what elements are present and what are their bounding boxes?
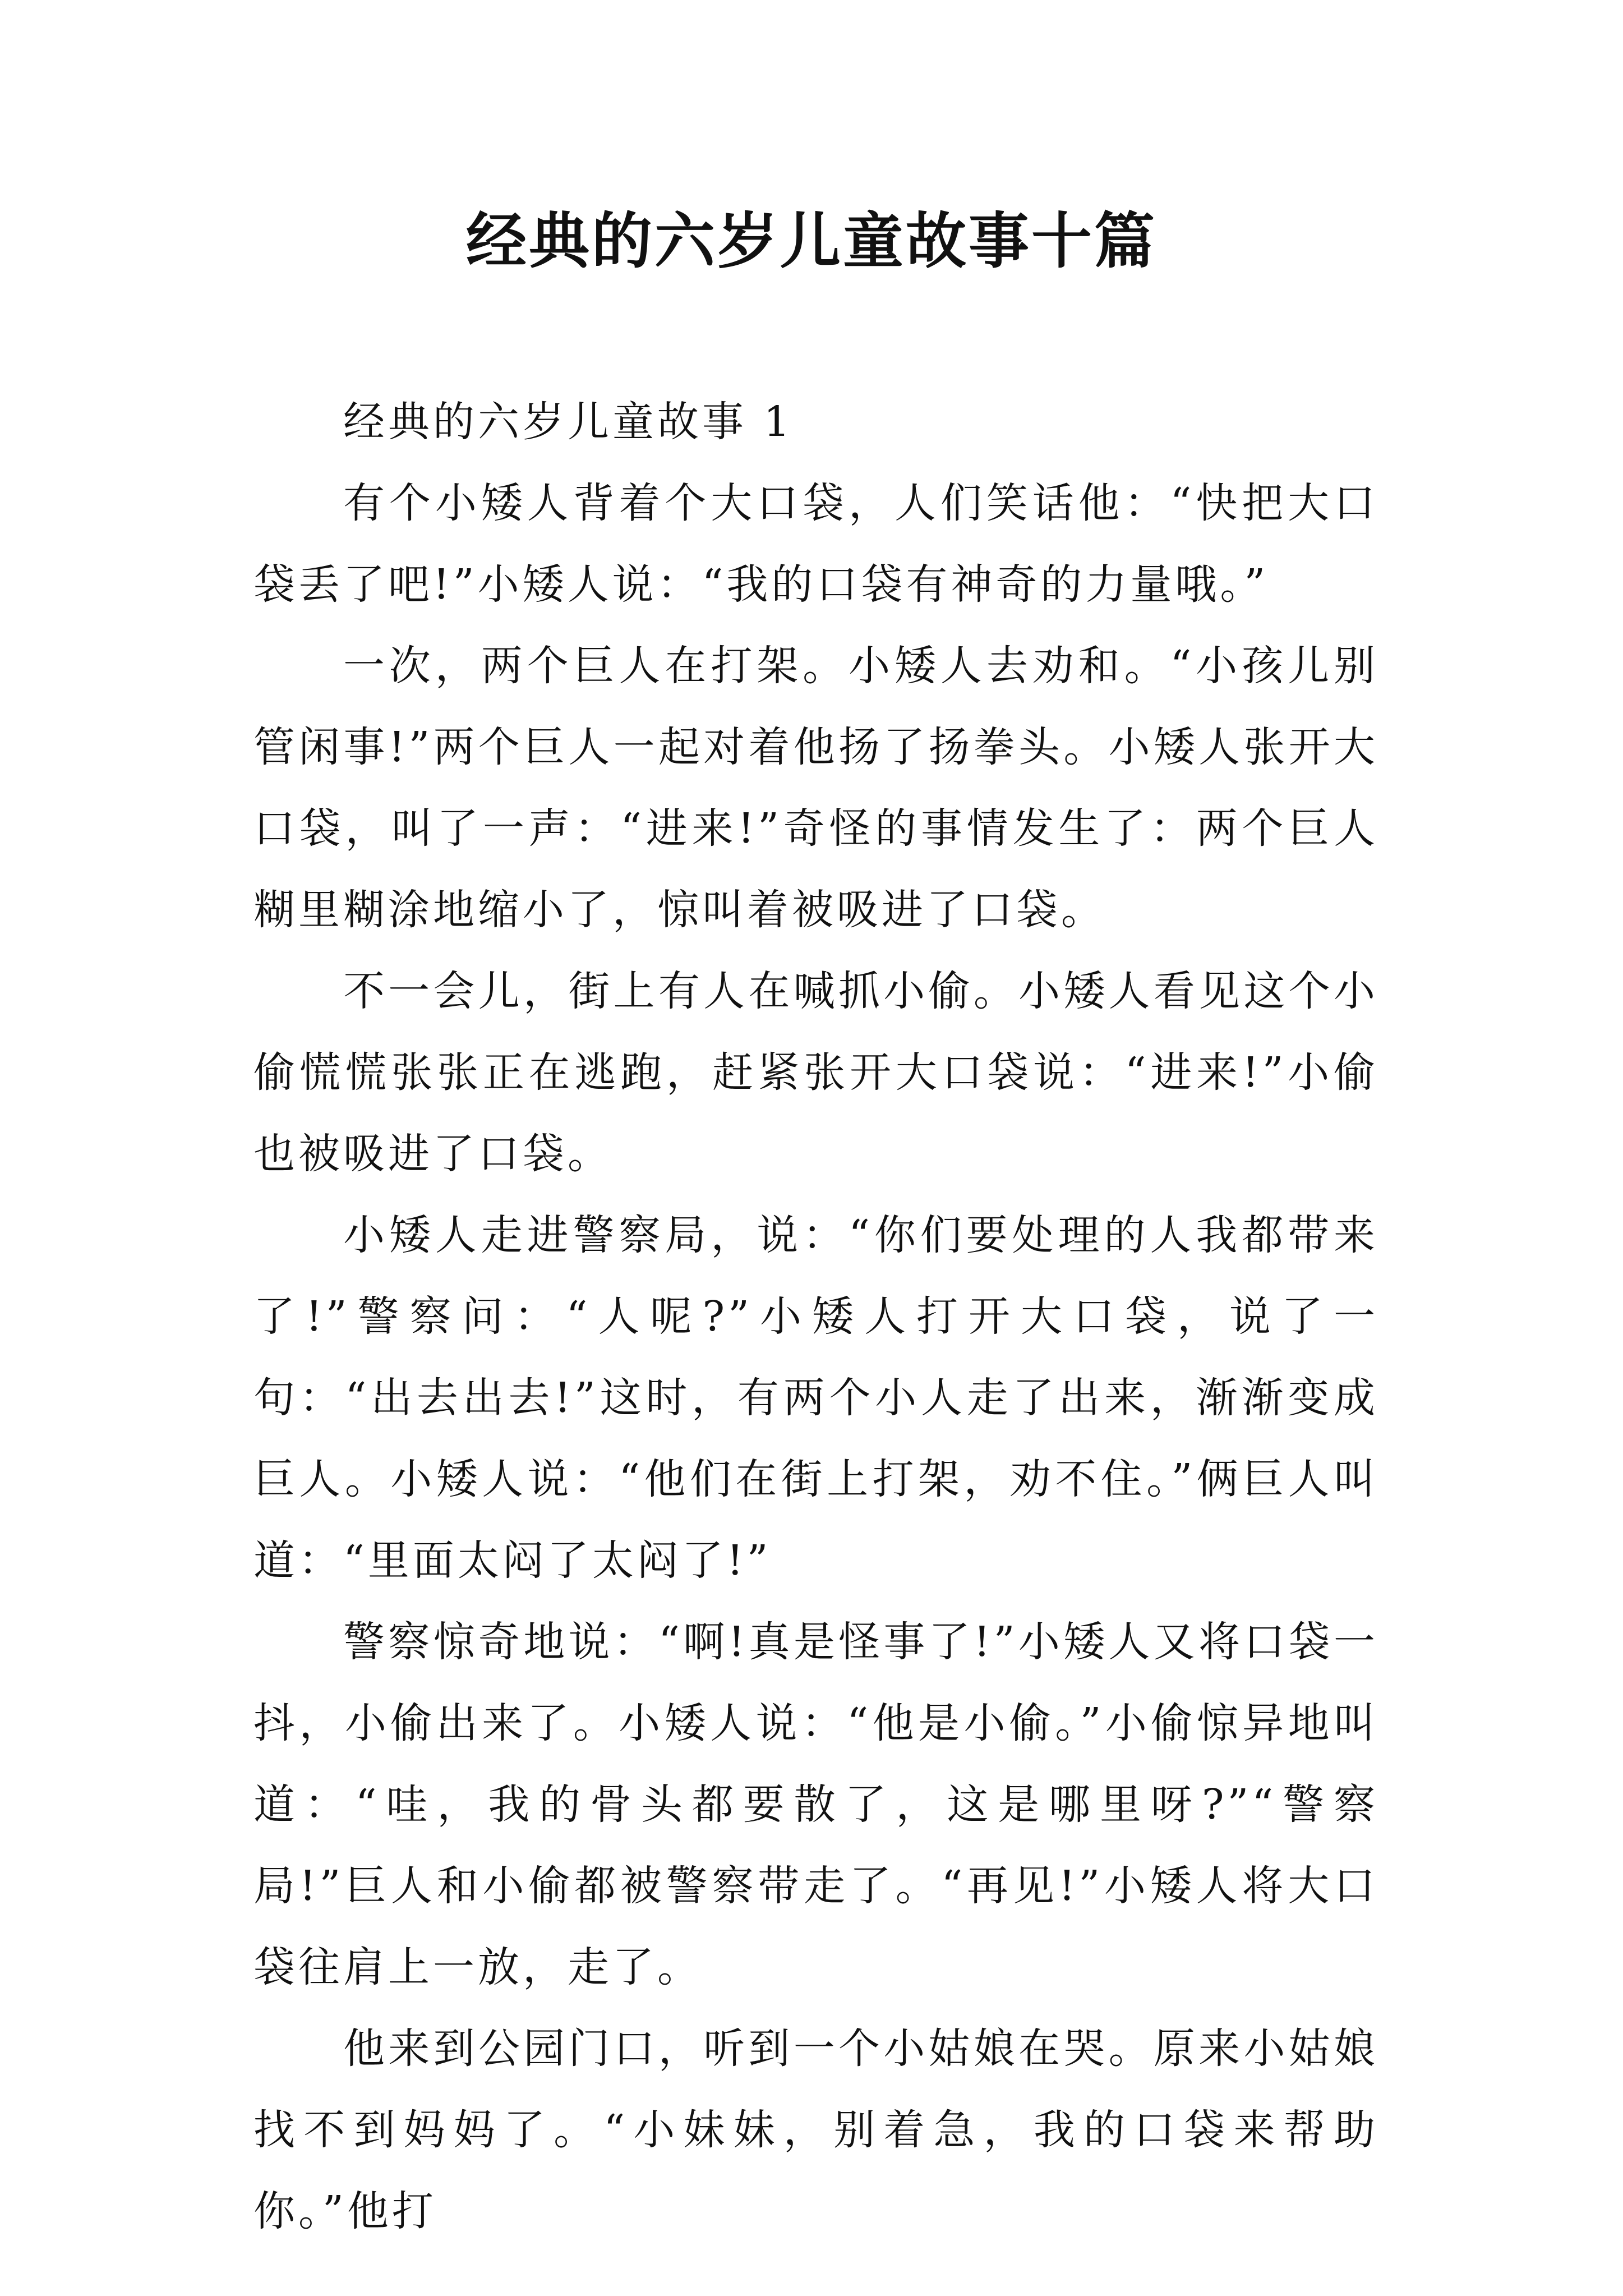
story-heading: 经典的六岁儿童故事 1	[343, 398, 794, 446]
paragraph: 他来到公园门口，听到一个小姑娘在哭。原来小姑娘找不到妈妈了。“小妹妹，别着急，我的口袋来帮助你。”他打	[253, 2024, 1378, 2235]
paragraph: 不一会儿，街上有人在喊抓小偷。小矮人看见这个小偷慌慌张张正在逃跑，赶紧张开大口袋说：“进来!”小偷也被吸进了口袋。	[253, 967, 1378, 1178]
document-body	[253, 381, 1378, 2252]
paragraph: 小矮人走进警察局，说：“你们要处理的人我都带来了!”警察问：“人呢?”小矮人打开大口袋，说了一句：“出去出去!”这时，有两个小人走了出来，渐渐变成巨人。小矮人说：“他们在街上打架，劝不住。”俩巨人叫道：“里面太闷了太闷了!”	[253, 1211, 1378, 1585]
paragraph: 一次，两个巨人在打架。小矮人去劝和。“小孩儿别管闲事!”两个巨人一起对着他扬了扬拳头。小矮人张开大口袋，叫了一声：“进来!”奇怪的事情发生了：两个巨人糊里糊涂地缩小了，惊叫着被吸进了口袋。	[253, 642, 1378, 934]
paragraph: 有个小矮人背着个大口袋，人们笑话他：“快把大口袋丢了吧!”小矮人说：“我的口袋有神奇的力量哦。”	[253, 479, 1378, 609]
document-title: 经典的六岁儿童故事十篇	[465, 206, 1157, 277]
paragraph: 警察惊奇地说：“啊!真是怪事了!”小矮人又将口袋一抖，小偷出来了。小矮人说：“他是小偷。”小偷惊异地叫道：“哇，我的骨头都要散了，这是哪里呀?”“警察局!”巨人和小偷都被警察带走了。“再见!”小矮人将大口袋往肩上一放，走了。	[253, 1618, 1378, 1991]
